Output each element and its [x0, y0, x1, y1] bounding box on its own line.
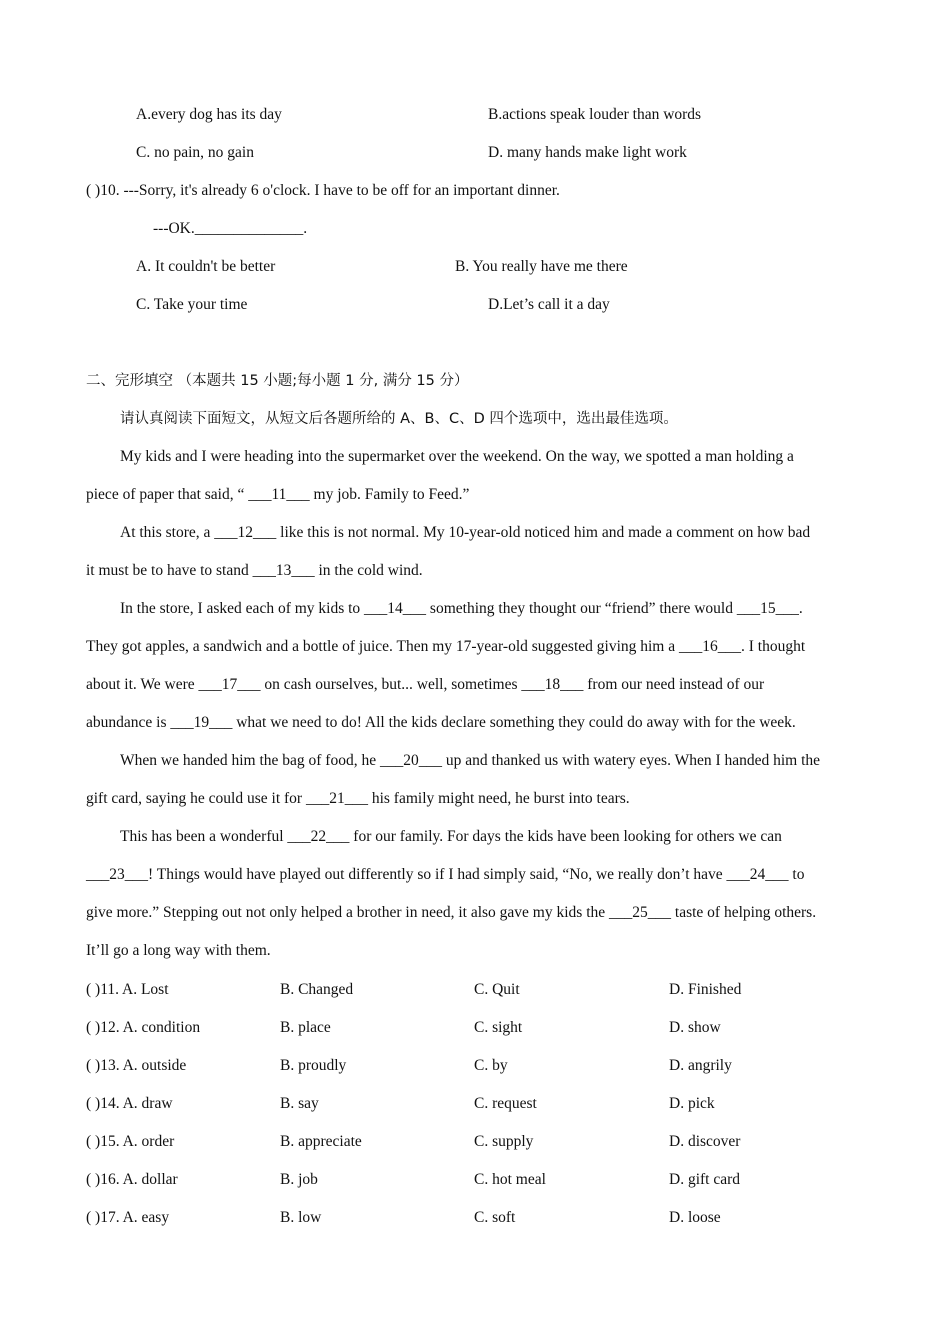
- passage-line: piece of paper that said, “ ___11___ my job. Family to Feed.”: [86, 486, 470, 503]
- question-label: ( )16. A. dollar: [86, 1171, 178, 1188]
- option-c: C. soft: [474, 1209, 516, 1226]
- passage-line: it must be to have to stand ___13___ in the cold wind.: [86, 562, 423, 579]
- q9-option-c: C. no pain, no gain: [136, 144, 254, 161]
- question-label: ( )15. A. order: [86, 1133, 175, 1150]
- q10-stem: ( )10. ---Sorry, it's already 6 o'clock. I have to be off for an important dinner.: [86, 182, 560, 199]
- option-b: B. low: [280, 1209, 322, 1226]
- q10-option-d: D.Let’s call it a day: [488, 296, 610, 313]
- option-c: C. Quit: [474, 981, 520, 998]
- option-c: C. request: [474, 1095, 537, 1112]
- passage-line: At this store, a ___12___ like this is not normal. My 10-year-old noticed him and made a comment on how bad: [120, 524, 811, 541]
- option-c: C. by: [474, 1057, 508, 1074]
- q10-option-a: A. It couldn't be better: [136, 258, 276, 275]
- option-d: D. pick: [669, 1095, 715, 1112]
- passage-line: gift card, saying he could use it for ___21___ his family might need, he burst into tears.: [86, 790, 630, 807]
- passage-line: This has been a wonderful ___22___ for our family. For days the kids have been looking for others we can: [120, 828, 782, 845]
- q10-option-c: C. Take your time: [136, 296, 248, 313]
- section-instruction: 请认真阅读下面短文，从短文后各题所给的 A、B、C、D 四个选项中，选出最佳选项。: [120, 411, 678, 427]
- q10-option-b: B. You really have me there: [455, 258, 628, 275]
- option-d: D. Finished: [669, 981, 742, 998]
- option-b: B. place: [280, 1019, 331, 1036]
- passage-line: about it. We were ___17___ on cash ourselves, but... well, sometimes ___18___ from our need instead of our: [86, 676, 765, 693]
- passage-line: abundance is ___19___ what we need to do! All the kids declare something they could do away with for the week.: [86, 714, 796, 731]
- option-d: D. angrily: [669, 1057, 732, 1074]
- q9-option-b: B.actions speak louder than words: [488, 106, 702, 123]
- question-label: ( )14. A. draw: [86, 1095, 173, 1112]
- question-label: ( )17. A. easy: [86, 1209, 170, 1226]
- q9-option-d: D. many hands make light work: [488, 144, 687, 161]
- option-c: C. sight: [474, 1019, 523, 1036]
- passage-line: ___23___! Things would have played out differently so if I had simply said, “No, we really don’t have ___24___ to: [86, 866, 805, 883]
- passage-line: They got apples, a sandwich and a bottle of juice. Then my 17-year-old suggested giving him a ___16___. I thought: [86, 638, 806, 655]
- option-d: D. show: [669, 1019, 721, 1036]
- option-d: D. loose: [669, 1209, 721, 1226]
- option-c: C. hot meal: [474, 1171, 546, 1188]
- option-b: B. say: [280, 1095, 319, 1112]
- option-b: B. appreciate: [280, 1133, 362, 1150]
- option-d: D. discover: [669, 1133, 741, 1150]
- question-label: ( )12. A. condition: [86, 1019, 201, 1036]
- option-d: D. gift card: [669, 1171, 741, 1188]
- passage-line: give more.” Stepping out not only helped a brother in need, it also gave my kids the ___25___ taste of helping others.: [86, 904, 817, 921]
- section-heading: 二、完形填空 （本题共 15 小题;每小题 1 分, 满分 15 分）: [86, 373, 469, 389]
- option-b: B. Changed: [280, 981, 354, 998]
- passage-line: It’ll go a long way with them.: [86, 942, 271, 959]
- option-b: B. job: [280, 1171, 318, 1188]
- option-c: C. supply: [474, 1133, 534, 1150]
- q9-option-a: A.every dog has its day: [136, 106, 282, 123]
- passage-line: My kids and I were heading into the supermarket over the weekend. On the way, we spotted a man holding a: [120, 448, 794, 465]
- q10-reply: ---OK.______________.: [153, 220, 308, 237]
- passage-line: In the store, I asked each of my kids to ___14___ something they thought our “friend” there would ___15___.: [120, 600, 803, 617]
- question-label: ( )13. A. outside: [86, 1057, 187, 1074]
- question-label: ( )11. A. Lost: [86, 981, 169, 998]
- option-b: B. proudly: [280, 1057, 347, 1074]
- passage-line: When we handed him the bag of food, he ___20___ up and thanked us with watery eyes. When I handed him the: [120, 752, 821, 769]
